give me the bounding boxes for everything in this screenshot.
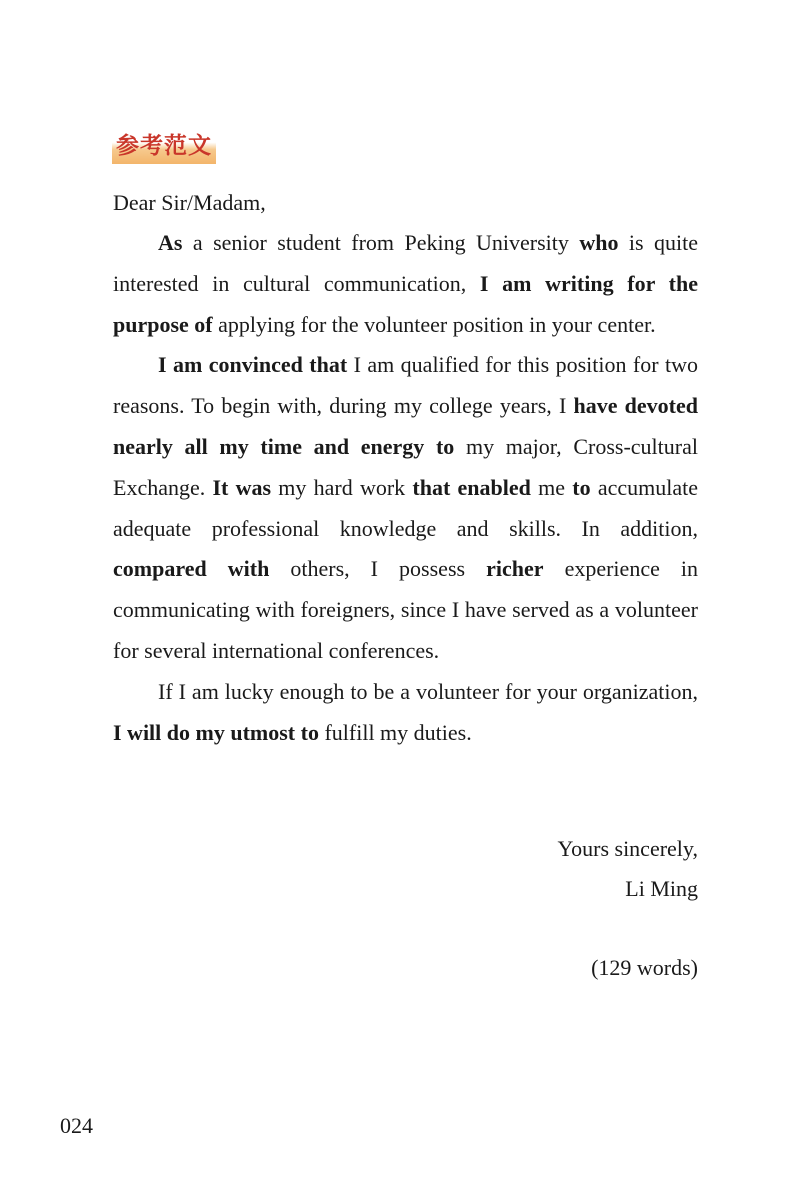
bold-phrase: compared with [113,556,270,582]
bold-phrase: It was [212,474,272,500]
letter-body [113,223,698,753]
text-run: my major, Cross-cultural Exchange. [113,433,698,500]
bold-phrase: I am writing for the purpose of [113,270,698,337]
text-run: my hard work [271,474,413,500]
bold-phrase: As [158,230,183,255]
text-run: experience in communicating with foreigners, since I have served as a volunteer for several international conferences. [113,556,699,663]
bold-phrase: who [579,230,619,255]
word-count: (129 words) [591,955,698,980]
text-run: If I am lucky enough to be a volunteer for your organization, [158,678,698,704]
text-run: accumulate adequate professional knowledge and skills. In addition, [113,474,698,541]
text-run: applying for the volunteer position in your center. [212,311,656,337]
letter-paragraph [113,223,698,345]
letter-paragraph [113,672,698,754]
text-run: is quite interested in cultural communication, [113,230,698,296]
bold-phrase: have devoted nearly all my time and energy to [113,393,698,459]
bold-phrase: I will do my utmost to [113,719,319,745]
bold-phrase: richer [486,556,544,582]
page-number: 024 [60,1113,93,1138]
text-run: fulfill my duties. [318,719,472,745]
bold-phrase: that enabled [412,474,531,500]
letter-closing: Yours sincerely, [557,836,698,861]
letter-paragraph [113,345,698,671]
text-run: me [530,474,573,500]
bold-phrase: I am convinced that [158,352,348,378]
text-run: others, I possess [269,556,487,582]
text-run: a senior student from Peking University [182,230,580,255]
letter-signature: Li Ming [625,876,698,901]
letter-salutation: Dear Sir/Madam, [113,190,266,215]
section-label-model-essay: 参考范文 [112,128,216,164]
bold-phrase: to [572,474,591,500]
text-run: I am qualified for this position for two reasons. To begin with, during my college years, I [113,352,699,419]
